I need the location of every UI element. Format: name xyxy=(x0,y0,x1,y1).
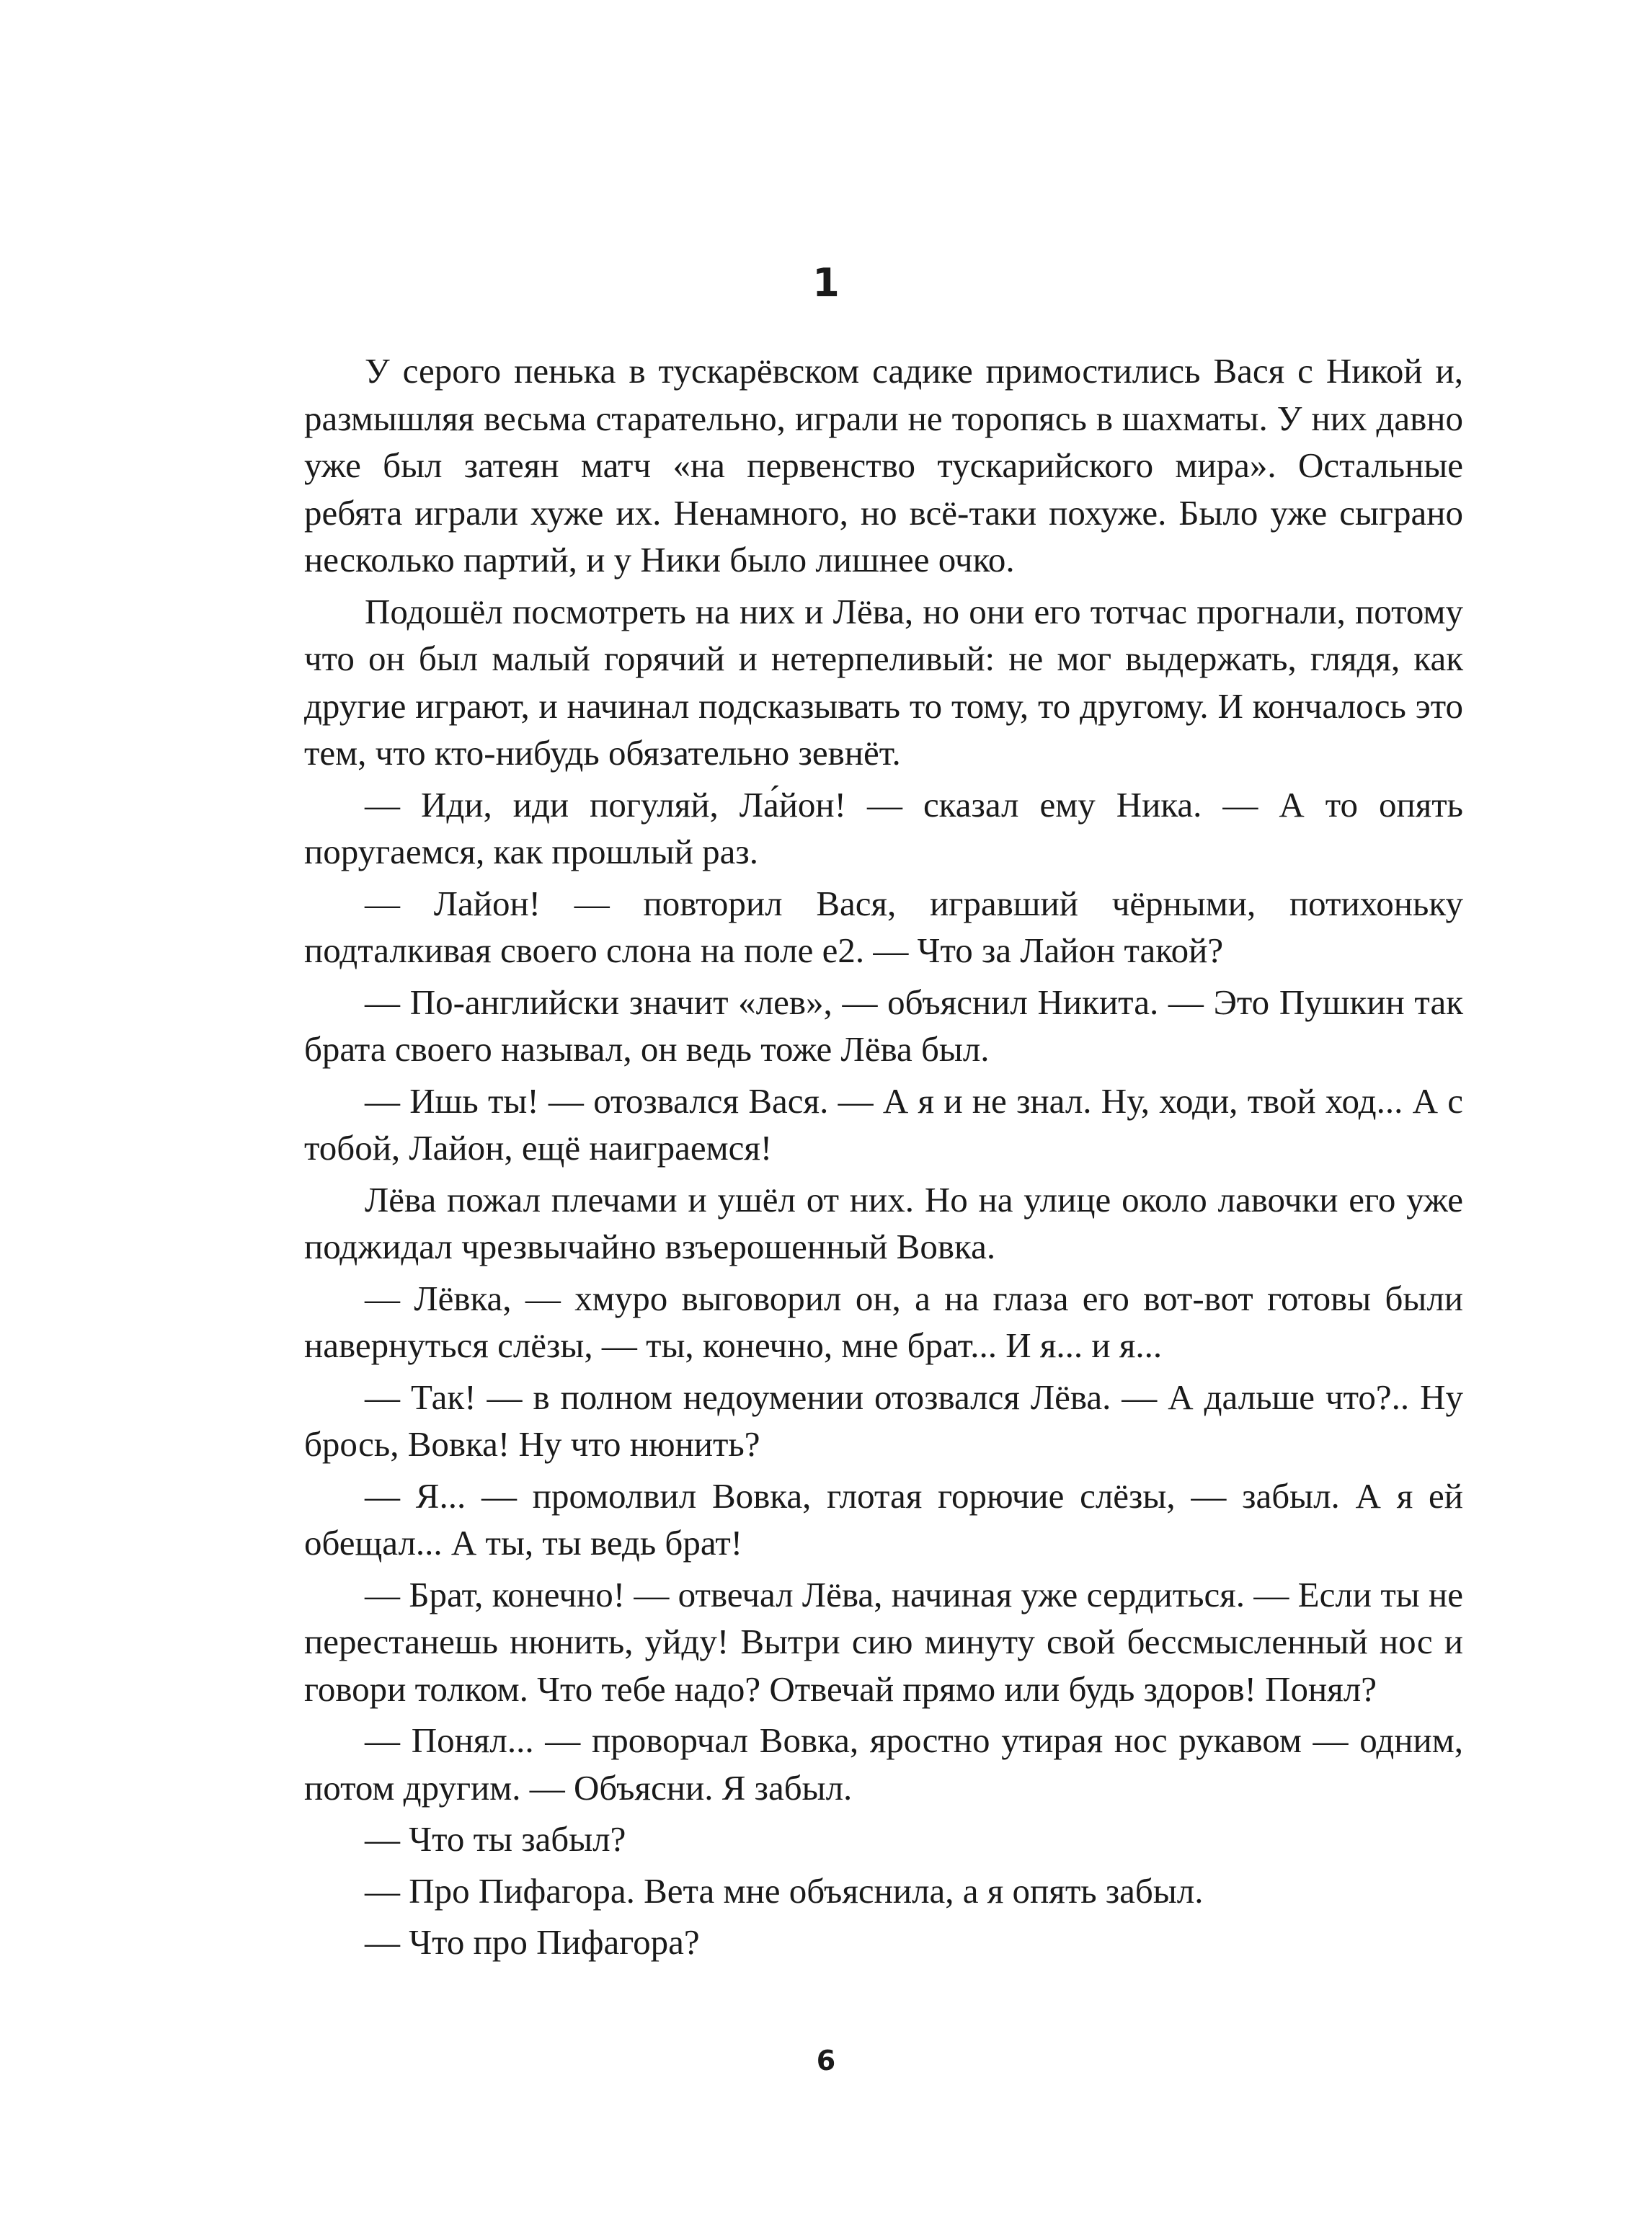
paragraph: — Лёвка, — хмуро выговорил он, а на глаза его вот-вот готовы были навернуться слёзы, — ты, конечно, мне брат... И я... и я... xyxy=(304,1278,1463,1365)
paragraph: — Понял... — проворчал Вовка, яростно утирая нос рукавом — одним, потом другим. — Объясни. Я забыл. xyxy=(304,1720,1463,1808)
paragraph: — По-английски значит «лев», — объяснил Никита. — Это Пушкин так брата своего называл, он ведь тоже Лёва был. xyxy=(304,982,1463,1069)
paragraph: У серого пенька в тускарёвском садике примостились Вася с Никой и, размышляя весьма старательно, играли не торопясь в шахматы. У них давно уже был затеян матч «на первенство тускарийского мира». Остальные ребята играли хуже их. Ненамного, но всё-таки похуже. Было уже сыграно несколько партий, и у Ники было лишнее очко. xyxy=(304,351,1463,579)
paragraph: — Иди, иди погуляй, Ла́йон! — сказал ему Ника. — А то опять поругаемся, как прошлый раз. xyxy=(304,784,1463,871)
paragraph: — Я... — промолвил Вовка, глотая горючие слёзы, — забыл. А я ей обещал... А ты, ты ведь брат! xyxy=(304,1475,1463,1563)
paragraph: — Ишь ты! — отозвался Вася. — А я и не знал. Ну, ходи, твой ход... А с тобой, Лайон, ещё наиграемся! xyxy=(304,1080,1463,1168)
paragraph: — Так! — в полном недоумении отозвался Лёва. — А дальше что?.. Ну брось, Вовка! Ну что нюнить? xyxy=(304,1377,1463,1464)
chapter-number: 1 xyxy=(812,260,840,306)
page-number: 6 xyxy=(816,2045,836,2076)
paragraph: — Что про Пифагора? xyxy=(365,1922,700,1962)
paragraph: — Что ты забыл? xyxy=(365,1819,626,1859)
paragraph: — Лайон! — повторил Вася, игравший чёрными, потихоньку подталкивая своего слона на поле е2. — Что за Лайон такой? xyxy=(304,883,1463,970)
body-text xyxy=(304,347,1463,1966)
paragraph: Лёва пожал плечами и ушёл от них. Но на улице около лавочки его уже поджидал чрезвычайно взъерошенный Вовка. xyxy=(304,1179,1463,1266)
paragraph: — Про Пифагора. Вета мне объяснила, а я опять забыл. xyxy=(365,1870,1204,1911)
paragraph: — Брат, конечно! — отвечал Лёва, начиная уже сердиться. — Если ты не перестанешь нюнить, уйду! Вытри сию минуту свой бессмысленный нос и говори толком. Что тебе надо? Отвечай прямо или будь здоров! Понял? xyxy=(304,1574,1463,1709)
paragraph: Подошёл посмотреть на них и Лёва, но они его тотчас прогнали, потому что он был малый горячий и нетерпеливый: не мог выдержать, глядя, как другие играют, и начинал подсказывать то тому, то другому. И кончалось это тем, что кто-нибудь обязательно зевнёт. xyxy=(304,591,1463,773)
